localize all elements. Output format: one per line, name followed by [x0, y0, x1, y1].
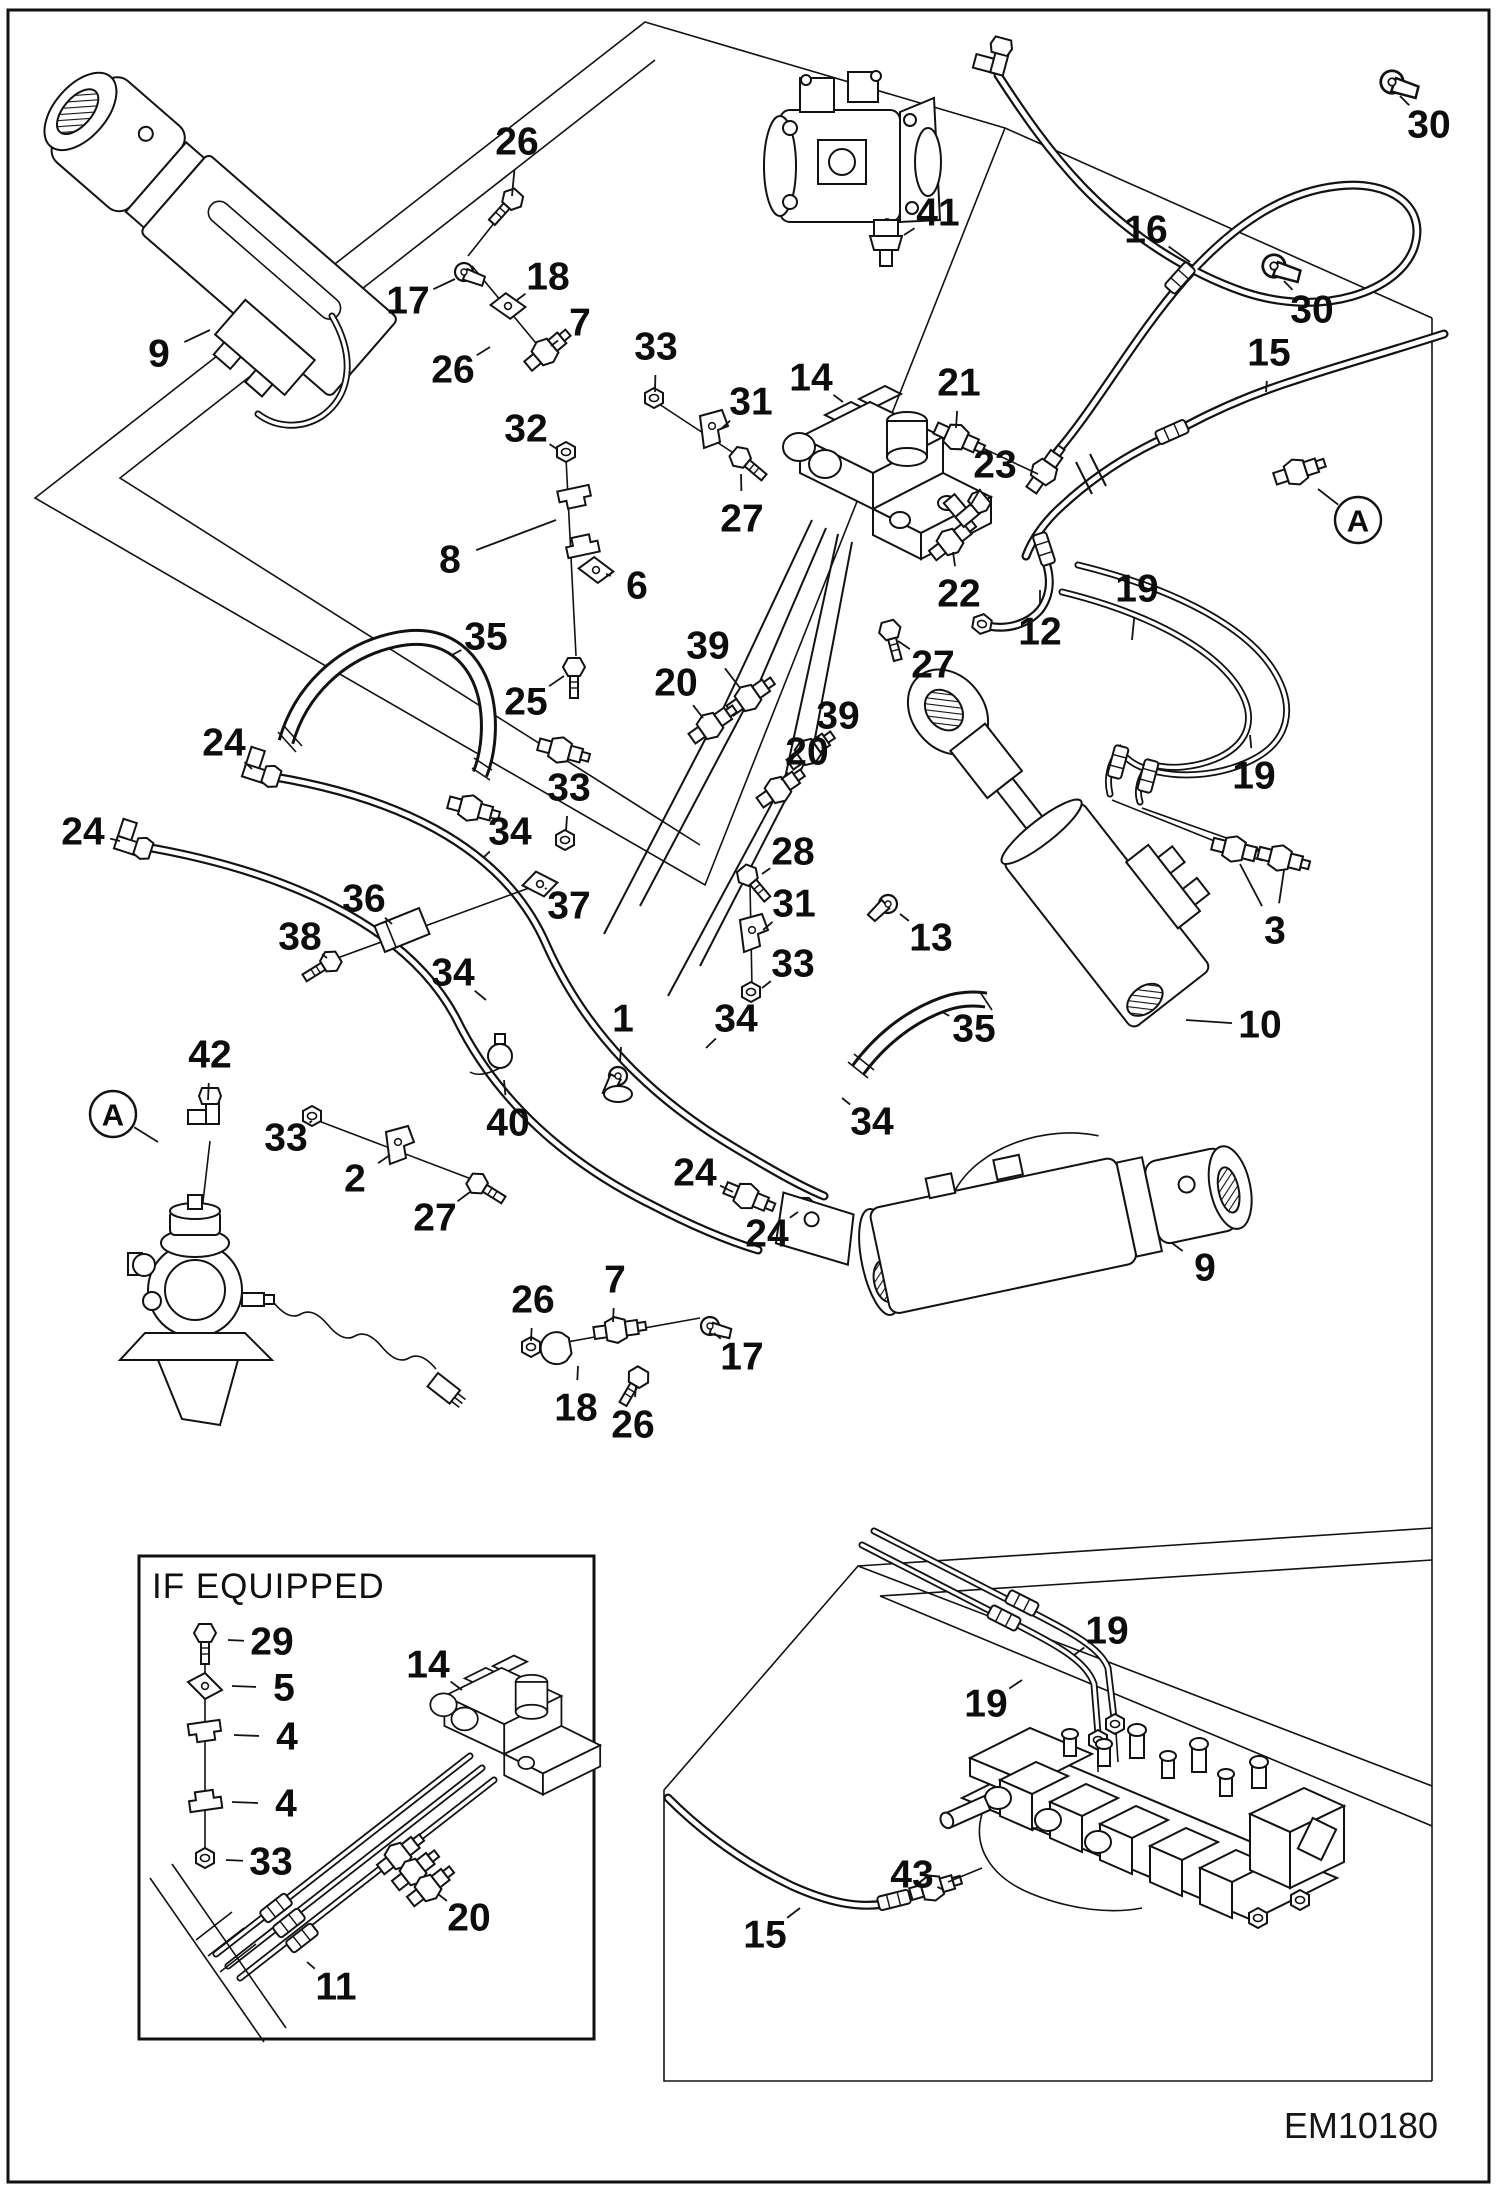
- callout-18: 18: [526, 255, 570, 299]
- callout-24: 24: [673, 1151, 717, 1195]
- leader-20: [438, 1894, 447, 1901]
- callout-19: 19: [1115, 567, 1159, 611]
- callout-35: 35: [952, 1007, 996, 1051]
- leader-circle-A: [1318, 489, 1338, 505]
- callout-33: 33: [249, 1840, 293, 1884]
- leader-34: [842, 1098, 850, 1105]
- callout-7: 7: [604, 1258, 626, 1302]
- callout-20: 20: [447, 1896, 491, 1940]
- parts-33-2-27-lower: [303, 1106, 509, 1209]
- leader-21: [956, 411, 957, 428]
- leader-34: [475, 991, 486, 1000]
- callout-30: 30: [1407, 103, 1451, 147]
- leader-18: [577, 1366, 578, 1380]
- callout-5: 5: [273, 1666, 295, 1710]
- callout-20: 20: [785, 730, 829, 774]
- leader-19: [1250, 735, 1251, 748]
- callout-39: 39: [686, 624, 730, 668]
- hydraulic-pump: [764, 71, 941, 266]
- control-valve-bank: [938, 1724, 1344, 1928]
- leader-33: [226, 1860, 243, 1861]
- callout-27: 27: [720, 497, 764, 541]
- leader-19: [1132, 617, 1134, 640]
- callout-31: 31: [772, 882, 816, 926]
- callout-19: 19: [1232, 754, 1276, 798]
- callout-12: 12: [1018, 610, 1062, 654]
- svg-text:A: A: [101, 1097, 125, 1133]
- callout-23: 23: [973, 443, 1017, 487]
- leader-15: [787, 1908, 800, 1918]
- callout-17: 17: [720, 1335, 764, 1379]
- leader-26: [635, 1385, 636, 1397]
- callout-18: 18: [554, 1386, 598, 1430]
- leader-27: [898, 641, 910, 649]
- callout-3: 3: [1264, 909, 1286, 953]
- leader-4: [234, 1735, 259, 1736]
- leader-7: [613, 1308, 614, 1322]
- clip-30-a: [1378, 64, 1422, 107]
- callout-2: 2: [344, 1157, 366, 1201]
- leader-13: [900, 914, 909, 921]
- leader-26: [531, 1328, 532, 1341]
- callout-1: 1: [612, 997, 634, 1041]
- callout-36: 36: [342, 877, 386, 921]
- callout-4: 4: [275, 1782, 297, 1826]
- callout-9: 9: [1194, 1246, 1216, 1290]
- callout-26: 26: [511, 1278, 555, 1322]
- lift-cylinder-upper: [0, 54, 400, 431]
- callout-9: 9: [148, 332, 170, 376]
- hose-15-bottom: [668, 1798, 982, 1911]
- callout-34: 34: [488, 810, 532, 854]
- callout-16: 16: [1124, 208, 1168, 252]
- callout-22: 22: [937, 572, 981, 616]
- leader-9: [184, 330, 210, 342]
- leader-18: [517, 294, 526, 300]
- parts-28-31-33-13: [733, 861, 898, 1002]
- callout-34: 34: [850, 1100, 894, 1144]
- leader-41: [904, 228, 914, 235]
- circle-label-A: [90, 1091, 136, 1137]
- callout-38: 38: [278, 915, 322, 959]
- pressure-sensor-41: [870, 218, 902, 266]
- hose-35-upper: [278, 637, 492, 780]
- callout-41: 41: [916, 191, 960, 235]
- leader-25: [549, 676, 564, 686]
- callout-20: 20: [654, 661, 698, 705]
- callout-31: 31: [729, 380, 773, 424]
- if-equipped-title: IF EQUIPPED: [152, 1567, 385, 1606]
- leader-3-b: [1279, 870, 1284, 903]
- callout-19: 19: [1085, 1609, 1129, 1653]
- callout-15: 15: [1247, 331, 1291, 375]
- callout-27: 27: [413, 1196, 457, 1240]
- callout-42: 42: [188, 1033, 232, 1077]
- callout-10: 10: [1238, 1003, 1282, 1047]
- clamp-stack: [557, 442, 615, 698]
- leader-32: [550, 444, 557, 449]
- callout-43: 43: [890, 1853, 934, 1897]
- leader-27: [457, 1192, 470, 1201]
- leader-17: [433, 279, 455, 289]
- callout-24: 24: [745, 1212, 789, 1256]
- leader-35: [942, 1012, 949, 1016]
- callout-33: 33: [264, 1116, 308, 1160]
- callout-35: 35: [464, 615, 508, 659]
- callout-39: 39: [816, 694, 860, 738]
- leader-1: [620, 1047, 621, 1062]
- callout-24: 24: [61, 810, 105, 854]
- lift-cylinder-lower: [765, 1095, 1261, 1335]
- leader-14: [833, 395, 843, 402]
- leader-2: [378, 1155, 390, 1163]
- svg-text:A: A: [1346, 503, 1370, 539]
- circle-label-A: [1335, 497, 1381, 543]
- callout-17: 17: [386, 279, 430, 323]
- callout-28: 28: [771, 830, 815, 874]
- callout-40: 40: [486, 1101, 530, 1145]
- leader-3: [1240, 864, 1262, 906]
- leader-10: [1186, 1020, 1232, 1023]
- leader-4: [232, 1802, 258, 1803]
- leader-20: [693, 705, 703, 718]
- leader-14: [451, 1682, 462, 1690]
- callout-26: 26: [611, 1403, 655, 1447]
- callout-14: 14: [406, 1643, 450, 1687]
- callout-24: 24: [202, 721, 246, 765]
- callout-7: 7: [569, 301, 591, 345]
- leader-28: [762, 868, 770, 874]
- leader-29: [228, 1640, 244, 1641]
- callout-26: 26: [431, 348, 475, 392]
- callout-14: 14: [789, 356, 833, 400]
- leader-circle-A: [134, 1127, 158, 1142]
- callout-6: 6: [626, 564, 648, 608]
- callout-8: 8: [439, 538, 461, 582]
- callout-13: 13: [909, 916, 953, 960]
- valve-block-14-inset: [430, 1656, 600, 1795]
- clip-30-b: [1260, 248, 1304, 291]
- callout-4: 4: [276, 1715, 298, 1759]
- leader-42: [208, 1083, 209, 1100]
- callout-29: 29: [250, 1620, 294, 1664]
- callout-25: 25: [504, 680, 548, 724]
- leader-11: [307, 1962, 315, 1969]
- callout-34: 34: [714, 997, 758, 1041]
- callout-33: 33: [634, 325, 678, 369]
- callout-33: 33: [547, 766, 591, 810]
- if-equipped-inset: [139, 1556, 600, 2042]
- leader-8: [476, 520, 556, 550]
- leader-33: [566, 816, 567, 831]
- figure-code: EM10180: [1283, 2105, 1438, 2146]
- leader-19: [1009, 1680, 1022, 1688]
- callout-26: 26: [495, 120, 539, 164]
- callout-33: 33: [771, 942, 815, 986]
- callout-21: 21: [937, 361, 981, 405]
- callout-11: 11: [315, 1965, 357, 2009]
- leader-5: [232, 1686, 256, 1687]
- callout-27: 27: [911, 643, 955, 687]
- leader-9: [1172, 1243, 1183, 1251]
- callout-37: 37: [547, 884, 591, 928]
- callout-32: 32: [504, 407, 548, 451]
- callout-34: 34: [431, 951, 475, 995]
- callout-19: 19: [964, 1682, 1008, 1726]
- leader-15: [1266, 381, 1267, 392]
- callout-15: 15: [743, 1913, 787, 1957]
- leader-26: [477, 347, 490, 355]
- leader-33: [762, 981, 771, 988]
- callout-30: 30: [1290, 288, 1334, 332]
